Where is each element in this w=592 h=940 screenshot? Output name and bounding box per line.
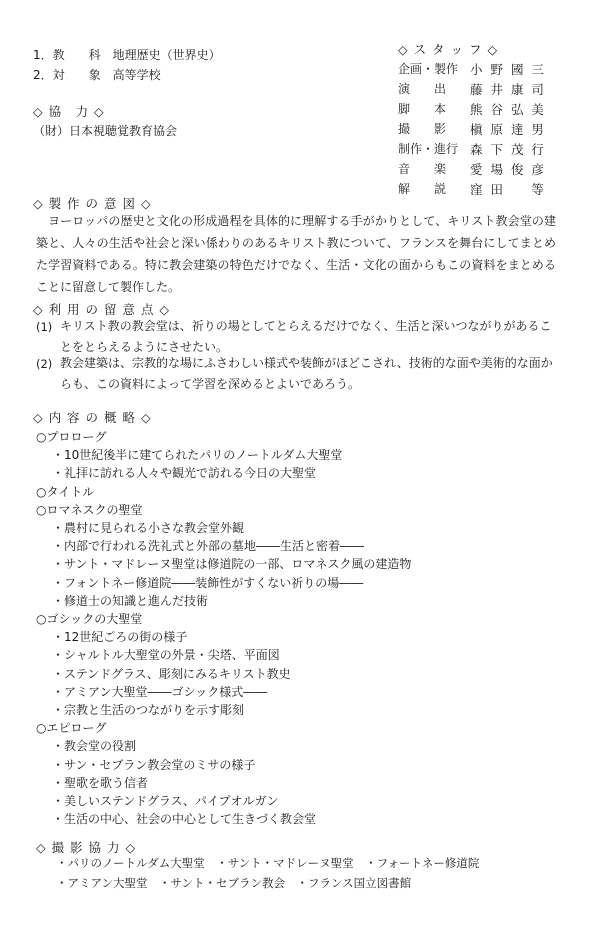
staff-role: 制作・進行 [398, 142, 459, 156]
outline-heading: ◇ 内 容 の 概 略 ◇ [33, 410, 152, 425]
outline-section: ○ロマネスクの聖堂 [36, 502, 143, 517]
outline-item: ・フォントネー修道院――装飾性がすくない祈りの場―― [52, 575, 364, 590]
target-line: 2．対 象 高等学校 [33, 68, 161, 82]
outline-item: ・サン・セブラン教会堂のミサの様子 [52, 757, 256, 772]
photo-coop-line-1: ・パリのノートルダム大聖堂 ・サント・マドレーヌ聖堂 ・フォートネー修道院 [56, 856, 480, 870]
cooperation-org: （財）日本視聴覚教育協会 [33, 124, 178, 138]
note-text: 教会建築は、宗教的な場にふさわしい様式や装飾がほどこされ、技術的な面や美術的な面からも、この資料によって学習を深めるとよいであろう。 [60, 356, 553, 391]
staff-role: 企画・製作 [398, 62, 459, 76]
staff-name: 森 下 茂 行 [470, 142, 546, 157]
note-number: (2) [36, 357, 53, 371]
outline-item: ・聖歌を歌う信者 [52, 775, 149, 790]
subject-line: 1．教 科 地理歴史（世界史） [33, 48, 221, 62]
outline-item: ・10世紀後半に建てられたパリのノートルダム大聖堂 [52, 448, 343, 463]
intent-heading: ◇ 製 作 の 意 図 ◇ [33, 196, 152, 211]
outline-item: ・教会堂の役割 [52, 739, 137, 754]
outline-item: ・サント・マドレーヌ聖堂は修道院の一部、ロマネスク風の建造物 [52, 557, 412, 572]
outline-item: ・生活の中心、社会の中心として生きづく教会堂 [52, 812, 317, 827]
outline-section: ○タイトル [36, 484, 95, 499]
outline-item: ・内部で行われる洗礼式と外部の墓地――生活と密着―― [52, 539, 365, 554]
staff-role: 解 説 [398, 182, 447, 196]
photo-coop-line-2: ・アミアン大聖堂 ・サント・セブラン教会 ・フランス国立図書館 [56, 876, 412, 890]
outline-item: ・美しいステンドグラス、パイプオルガン [52, 794, 279, 808]
outline-item: ・アミアン大聖堂――ゴシック様式―― [52, 684, 268, 699]
notes-heading: ◇ 利 用 の 留 意 点 ◇ [33, 302, 171, 317]
staff-role: 音 楽 [398, 162, 447, 176]
outline-item: ・礼拝に訪れる人々や観光で訪れる今日の大聖堂 [52, 466, 317, 481]
outline-item: ・宗教と生活のつながりを示す彫刻 [52, 703, 245, 717]
note-number: (1) [36, 320, 53, 334]
staff-role: 撮 影 [398, 122, 447, 136]
photo-coop-heading: ◇ 撮 影 協 力 ◇ [36, 840, 137, 855]
outline-item: ・農村に見られる小さな教会堂外観 [52, 521, 245, 535]
outline-item: ・12世紀ごろの街の様子 [52, 630, 188, 645]
staff-name: 熊 谷 弘 美 [470, 102, 546, 117]
staff-heading: ◇ ス タ ッ フ ◇ [398, 42, 499, 57]
staff-name: 愛 場 俊 彦 [470, 162, 546, 177]
outline-item: ・ステンドグラス、彫刻にみるキリスト教史 [52, 666, 291, 681]
staff-name: 槇 原 達 男 [470, 122, 546, 137]
staff-name: 窪 田 等 [470, 182, 546, 197]
outline-item: ・修道士の知識と進んだ技術 [52, 593, 209, 608]
outline-item: ・シャルトル大聖堂の外景・尖塔、平面図 [52, 648, 280, 663]
intent-paragraph: ヨーロッパの歴史と文化の形成過程を具体的に理解する手がかりとして、キリスト教会堂の建築と、人々の生活や社会と深い係わりのあるキリスト教について、フランスを舞台にしてまとめた学習資料である。特に教会建築の特色だけでなく、生活・文化の面からもこの資料をまとめることに留意して製作した。 [36, 214, 556, 294]
cooperation-heading: ◇ 協 力 ◇ [33, 104, 105, 119]
staff-role: 脚 本 [398, 102, 447, 116]
staff-name: 小 野 國 三 [470, 62, 546, 77]
outline-section: ○ゴシックの大聖堂 [36, 612, 143, 626]
staff-name: 藤 井 康 司 [470, 82, 546, 97]
outline-section: ○プロローグ [36, 430, 107, 444]
outline-section: ○エピローグ [36, 721, 107, 736]
note-text: キリスト教の教会堂は、祈りの場としてとらえるだけでなく、生活と深いつながりがあることをとらえるようにさせたい。 [60, 319, 552, 354]
staff-role: 演 出 [398, 82, 447, 96]
